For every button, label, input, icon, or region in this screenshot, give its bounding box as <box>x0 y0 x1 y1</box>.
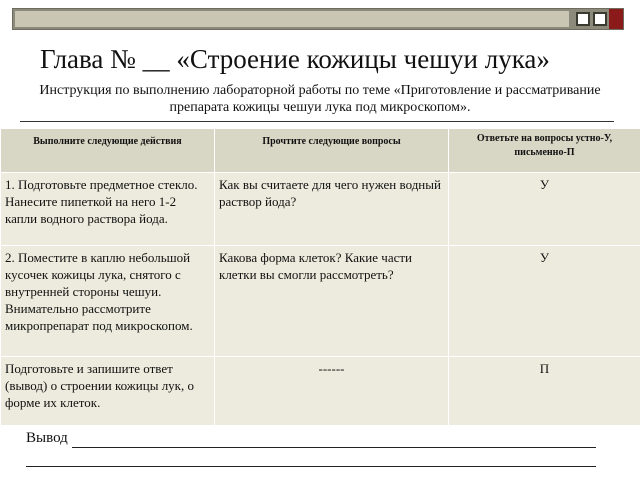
decorative-top-bar <box>12 8 624 30</box>
decorative-square-icon <box>576 12 590 26</box>
row-action: 2. Поместите в каплю небольшой кусочек кожицы лука, снятого с внутренней стороны чешуи. Внимательно рассмотрите микропрепарат под микроскопом. <box>1 246 215 357</box>
row-question: Как вы считаете для чего нужен водный раствор йода? <box>215 173 449 246</box>
row-action: Подготовьте и запишите ответ (вывод) о строении кожицы лук, о форме их клеток. <box>1 357 215 426</box>
table-row <box>1 246 640 357</box>
row-answer: П <box>449 357 640 426</box>
row-question: ------ <box>215 357 449 426</box>
conclusion-answer-line <box>26 466 596 467</box>
row-question: Какова форма клеток? Какие части клетки вы смогли рассмотреть? <box>215 246 449 357</box>
table-row <box>1 173 640 246</box>
header-questions: Прочтите следующие вопросы <box>215 129 449 173</box>
conclusion-answer-line <box>72 447 596 448</box>
table-header-row <box>1 129 640 173</box>
header-answers: Ответьте на вопросы устно-У, письменно-П <box>449 129 640 173</box>
decorative-square-icon <box>593 12 607 26</box>
header-actions: Выполните следующие действия <box>1 129 215 173</box>
page-title: Глава № __ «Строение кожицы чешуи лука» <box>40 44 550 74</box>
decorative-bar-fill <box>15 11 569 27</box>
conclusion-label: Вывод <box>26 430 68 446</box>
instruction-table <box>0 128 640 426</box>
page-subtitle: Инструкция по выполнению лабораторной работы по теме «Приготовление и рассматривание препарата кожицы чешуи лука под микроскопом». <box>39 83 601 115</box>
row-answer: У <box>449 246 640 357</box>
table-row <box>1 357 640 426</box>
decorative-red-square-icon <box>609 9 623 29</box>
divider <box>20 121 614 122</box>
row-action: 1. Подготовьте предметное стекло. Нанесите пипеткой на него 1-2 капли водного раствора йода. <box>1 173 215 246</box>
row-answer: У <box>449 173 640 246</box>
